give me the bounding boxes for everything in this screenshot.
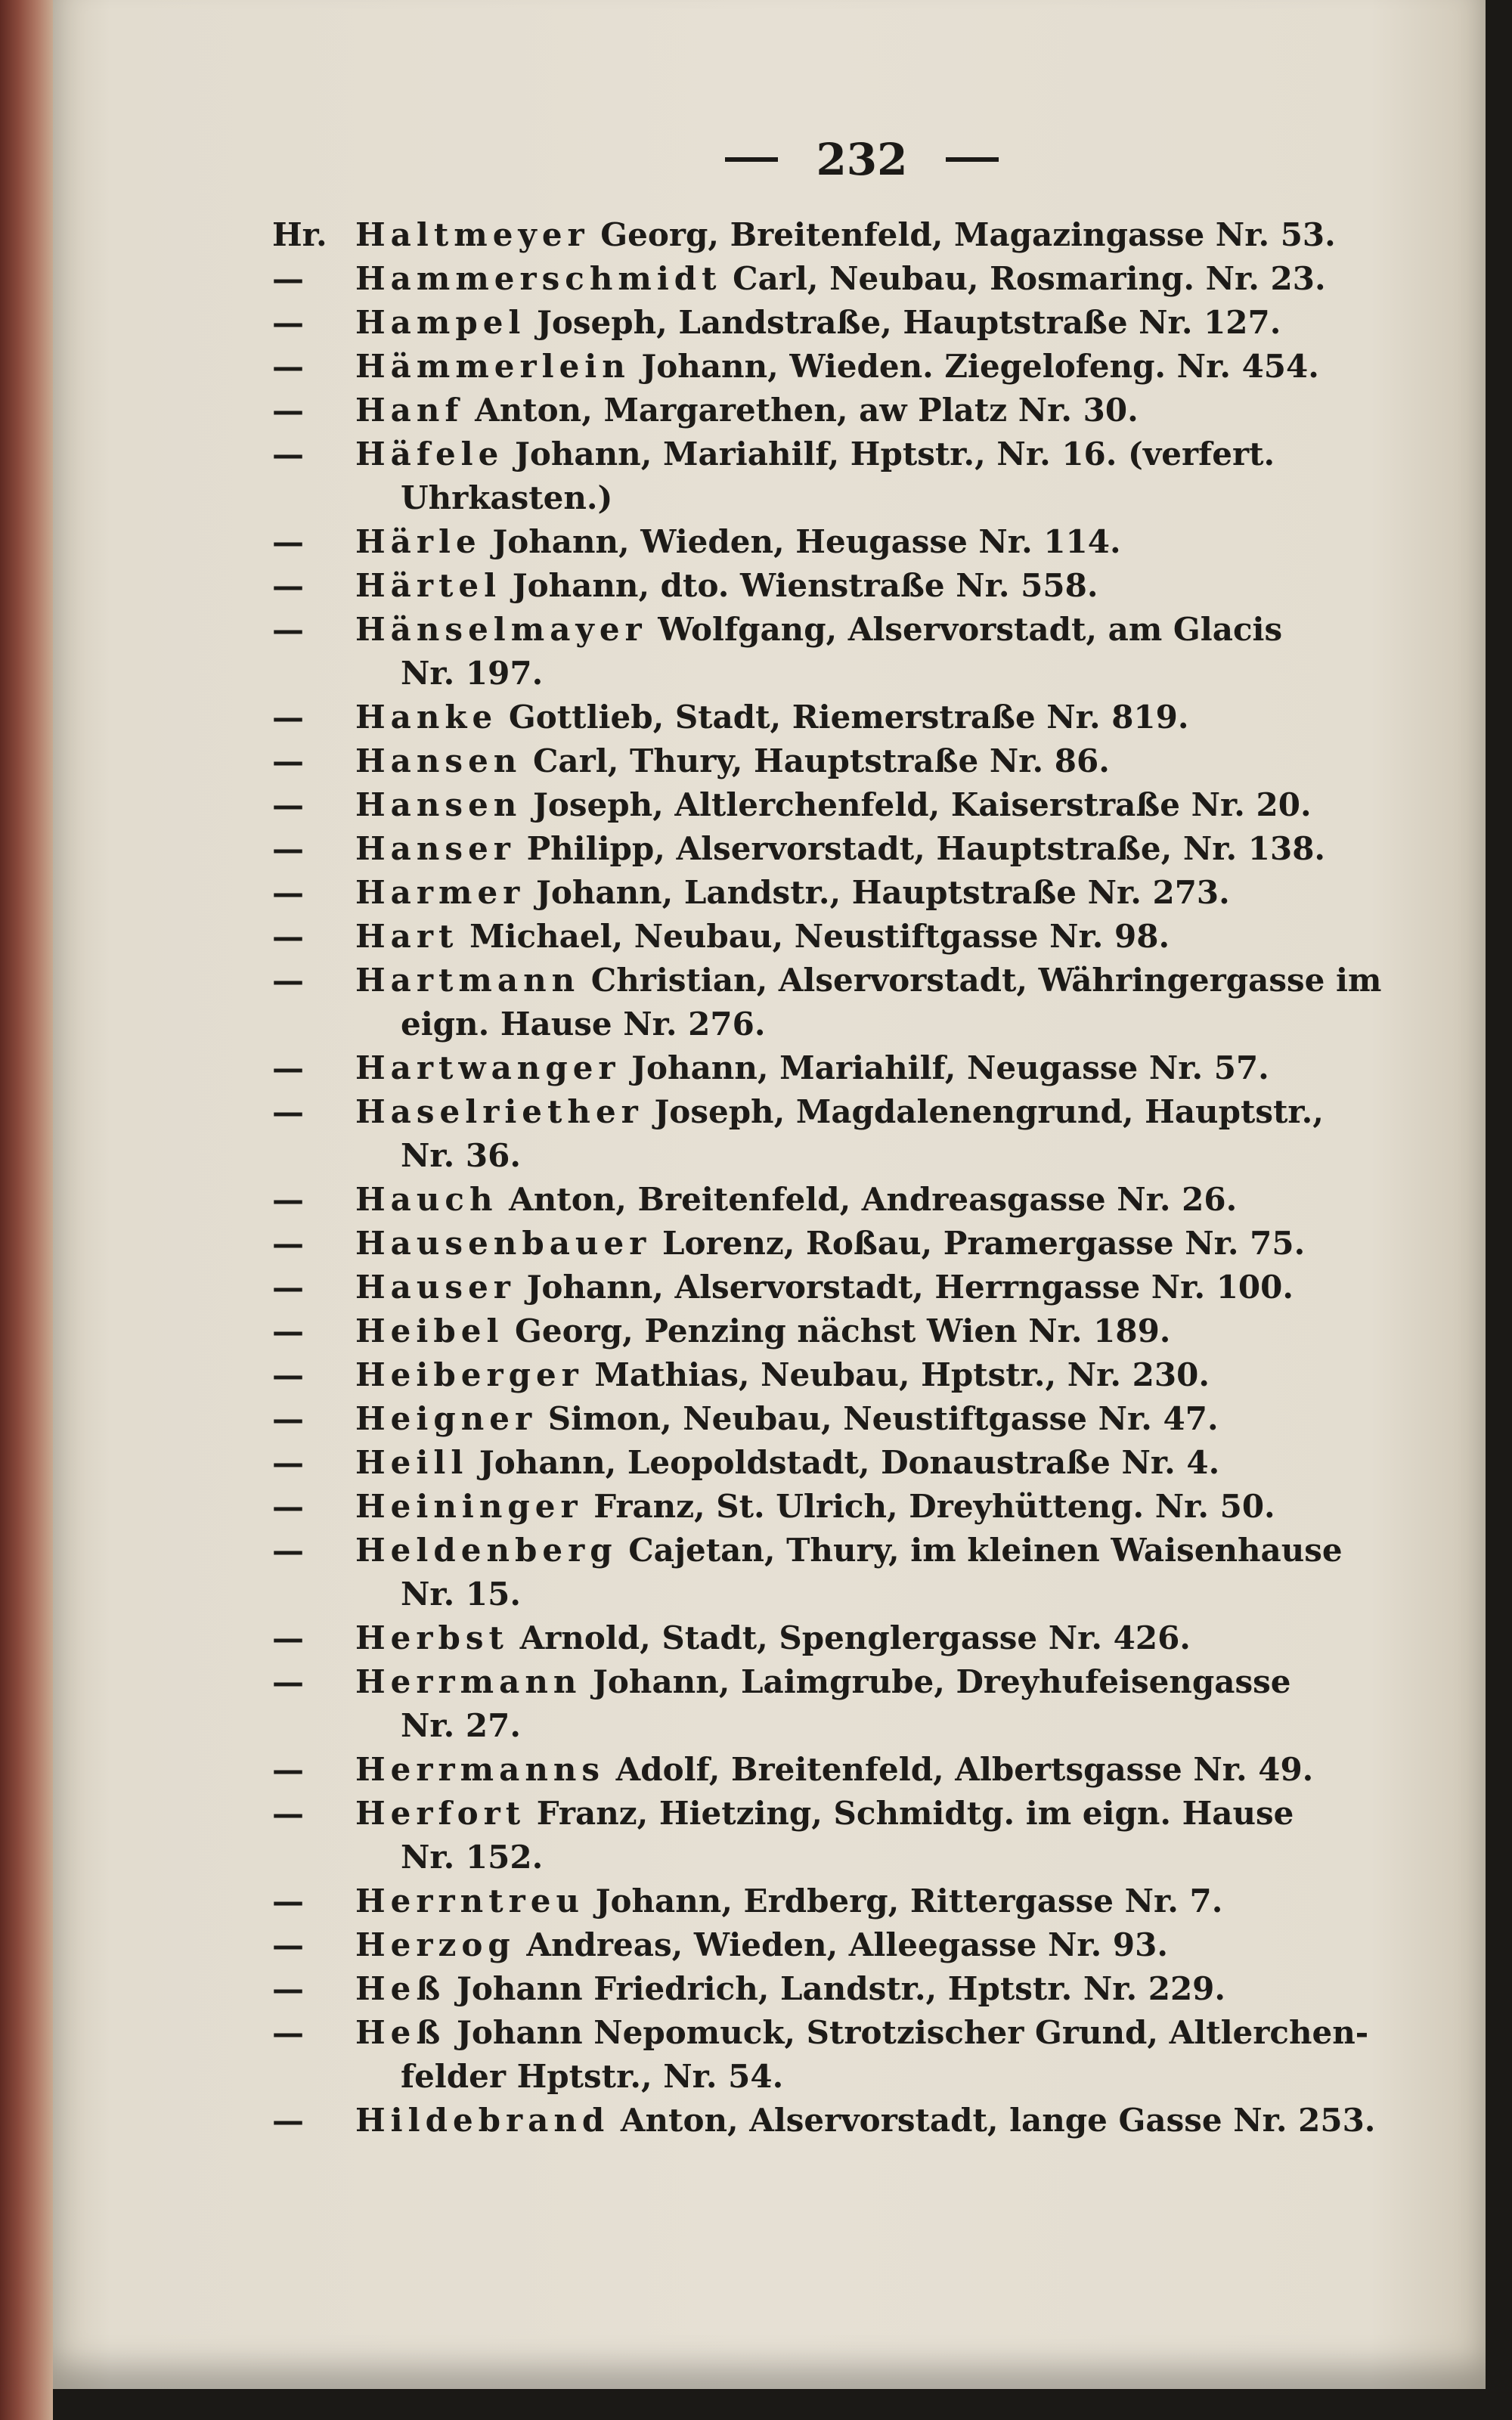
entry-text	[355, 1222, 1452, 1266]
entry-continuation: felder Hptstr., Nr. 54.	[401, 2058, 784, 2095]
entry-prefix: —	[272, 1093, 304, 1130]
entry-text	[355, 1178, 1452, 1222]
entry-continuation: Nr. 197.	[401, 655, 544, 692]
entry-text	[355, 1879, 1452, 1923]
entry-surname: Hartwanger	[355, 1049, 621, 1086]
entry-prefix: —	[272, 830, 304, 867]
entry-surname: Hart	[355, 918, 459, 955]
entry-prefix: —	[272, 1444, 304, 1481]
directory-entry	[272, 1397, 1452, 1441]
entry-surname: Hausenbauer	[355, 1225, 652, 1262]
entry-surname: Hampel	[355, 304, 526, 341]
entry-surname: Heiberger	[355, 1356, 584, 1393]
entry-prefix: —	[272, 435, 304, 473]
entry-text	[355, 1309, 1452, 1353]
directory-entry	[272, 783, 1452, 827]
entry-text	[355, 1923, 1452, 1967]
entry-surname: Heigner	[355, 1400, 538, 1437]
entry-details: Lorenz, Roßau, Pramergasse Nr. 75.	[662, 1225, 1306, 1262]
entry-details: Gottlieb, Stadt, Riemerstraße Nr. 819.	[508, 699, 1189, 736]
directory-entry	[272, 1792, 1452, 1879]
entry-details: Johann Nepomuck, Strotzischer Grund, Altlerchen-	[456, 2014, 1369, 2051]
entry-surname: Hammerschmidt	[355, 260, 722, 297]
directory-entry	[272, 1046, 1452, 1090]
entry-text	[355, 520, 1452, 564]
directory-entry	[272, 1529, 1452, 1616]
entry-surname: Haselriether	[355, 1093, 643, 1130]
entry-details: Johann, Wieden. Ziegelofeng. Nr. 454.	[641, 348, 1319, 385]
entry-prefix: —	[272, 918, 304, 955]
entry-details: Johann, Erdberg, Rittergasse Nr. 7.	[595, 1882, 1223, 1920]
entry-text	[355, 213, 1452, 257]
entry-prefix: —	[272, 699, 304, 736]
entry-text	[355, 1090, 1452, 1178]
directory-entry	[272, 257, 1452, 301]
entry-prefix: —	[272, 962, 304, 999]
directory-entry	[272, 2099, 1452, 2143]
entry-surname: Herrmann	[355, 1663, 582, 1700]
entry-surname: Hanf	[355, 392, 464, 429]
entry-prefix: —	[272, 1312, 304, 1349]
entry-prefix: —	[272, 1970, 304, 2007]
entry-details: Wolfgang, Alservorstadt, am Glacis	[658, 611, 1283, 648]
entry-surname: Heß	[355, 1970, 446, 2007]
entry-continuation: Nr. 15.	[401, 1576, 521, 1613]
entry-surname: Heill	[355, 1444, 469, 1481]
entry-surname: Härle	[355, 523, 482, 560]
entry-prefix: —	[272, 1795, 304, 1832]
entry-continuation: Uhrkasten.)	[401, 479, 613, 516]
entry-surname: Hämmerlein	[355, 348, 631, 385]
directory-entry	[272, 1967, 1452, 2011]
entry-surname: Heß	[355, 2014, 446, 2051]
entry-prefix: —	[272, 874, 304, 911]
entry-continuation: Nr. 152.	[401, 1839, 544, 1876]
entry-text	[355, 432, 1452, 520]
entry-text	[355, 1967, 1452, 2011]
entry-prefix: —	[272, 1619, 304, 1656]
entry-prefix: —	[272, 567, 304, 604]
directory-entry	[272, 301, 1452, 345]
directory-entry	[272, 2011, 1452, 2099]
entry-text	[355, 739, 1452, 783]
directory-entry	[272, 1616, 1452, 1660]
entry-surname: Hänselmayer	[355, 611, 647, 648]
entry-details: Johann Friedrich, Landstr., Hptstr. Nr. 229.	[456, 1970, 1226, 2007]
entry-prefix: —	[272, 1882, 304, 1920]
directory-entry	[272, 1660, 1452, 1748]
entry-details: Joseph, Landstraße, Hauptstraße Nr. 127.	[537, 304, 1281, 341]
entry-details: Johann, Landstr., Hauptstraße Nr. 273.	[535, 874, 1230, 911]
entry-surname: Heininger	[355, 1488, 583, 1525]
entry-text	[355, 1616, 1452, 1660]
entry-surname: Härtel	[355, 567, 502, 604]
entry-text	[355, 1397, 1452, 1441]
entry-surname: Heldenberg	[355, 1532, 618, 1569]
page-number: 232	[816, 134, 908, 185]
entry-details: Mathias, Neubau, Hptstr., Nr. 230.	[594, 1356, 1210, 1393]
entry-prefix: —	[272, 2014, 304, 2051]
directory-entry	[272, 564, 1452, 608]
entry-prefix: —	[272, 1269, 304, 1306]
entry-details: Christian, Alservorstadt, Währingergasse im	[590, 962, 1382, 999]
entry-text	[355, 301, 1452, 345]
entry-details: Franz, St. Ulrich, Dreyhütteng. Nr. 50.	[593, 1488, 1275, 1525]
directory-entry	[272, 1748, 1452, 1792]
entry-text	[355, 1046, 1452, 1090]
entry-text	[355, 1792, 1452, 1879]
entry-text	[355, 1660, 1452, 1748]
book-spine-edge	[0, 0, 53, 2420]
entry-continuation: eign. Hause Nr. 276.	[401, 1005, 766, 1043]
entry-prefix: —	[272, 1049, 304, 1086]
entry-text	[355, 389, 1452, 432]
directory-entry	[272, 696, 1452, 739]
entry-prefix: —	[272, 1181, 304, 1218]
page-header	[703, 133, 1021, 186]
entry-details: Johann, Alservorstadt, Herrngasse Nr. 100.	[526, 1269, 1294, 1306]
entry-prefix: Hr.	[272, 216, 327, 253]
entry-prefix: —	[272, 304, 304, 341]
directory-entry	[272, 432, 1452, 520]
entry-prefix: —	[272, 1225, 304, 1262]
entry-prefix: —	[272, 2102, 304, 2139]
entry-prefix: —	[272, 1488, 304, 1525]
entry-prefix: —	[272, 786, 304, 823]
directory-entry	[272, 1266, 1452, 1309]
entry-details: Joseph, Altlerchenfeld, Kaiserstraße Nr. 20.	[532, 786, 1312, 823]
entry-details: Georg, Penzing nächst Wien Nr. 189.	[515, 1312, 1171, 1349]
directory-entry	[272, 915, 1452, 959]
directory-entry	[272, 1879, 1452, 1923]
book-page	[53, 0, 1486, 2389]
directory-entry	[272, 520, 1452, 564]
entry-surname: Hanser	[355, 830, 516, 867]
entry-continuation: Nr. 27.	[401, 1707, 521, 1744]
directory-entry	[272, 871, 1452, 915]
entry-surname: Hartmann	[355, 962, 581, 999]
entry-surname: Häfele	[355, 435, 504, 473]
entry-details: Johann, Leopoldstadt, Donaustraße Nr. 4.	[479, 1444, 1220, 1481]
directory-entry	[272, 827, 1452, 871]
entry-details: Carl, Thury, Hauptstraße Nr. 86.	[532, 742, 1110, 779]
header-dash-left	[725, 157, 778, 162]
directory-entry	[272, 1485, 1452, 1529]
entry-text	[355, 1266, 1452, 1309]
entry-text	[355, 564, 1452, 608]
entry-prefix: —	[272, 1926, 304, 1963]
entry-details: Georg, Breitenfeld, Magazingasse Nr. 53.	[600, 216, 1336, 253]
entry-prefix: —	[272, 742, 304, 779]
entry-prefix: —	[272, 523, 304, 560]
entry-text	[355, 696, 1452, 739]
directory-entry	[272, 608, 1452, 696]
entry-surname: Heibel	[355, 1312, 504, 1349]
entry-text	[355, 2099, 1452, 2143]
entry-surname: Hanke	[355, 699, 498, 736]
directory-entry	[272, 1923, 1452, 1967]
entry-surname: Hildebrand	[355, 2102, 610, 2139]
entry-details: Michael, Neubau, Neustiftgasse Nr. 98.	[469, 918, 1170, 955]
entry-prefix: —	[272, 1400, 304, 1437]
entry-text	[355, 783, 1452, 827]
entry-text	[355, 915, 1452, 959]
entry-surname: Herrntreu	[355, 1882, 584, 1920]
entry-details: Simon, Neubau, Neustiftgasse Nr. 47.	[547, 1400, 1219, 1437]
entry-surname: Herzog	[355, 1926, 516, 1963]
directory-entry	[272, 1222, 1452, 1266]
entry-details: Anton, Alservorstadt, lange Gasse Nr. 253.	[620, 2102, 1376, 2139]
entry-details: Philipp, Alservorstadt, Hauptstraße, Nr. 138.	[526, 830, 1326, 867]
directory-entry	[272, 959, 1452, 1046]
entry-continuation: Nr. 36.	[401, 1137, 521, 1174]
header-dash-right	[946, 157, 999, 162]
entry-surname: Harmer	[355, 874, 525, 911]
entry-surname: Herfort	[355, 1795, 526, 1832]
entry-prefix: —	[272, 260, 304, 297]
entry-details: Carl, Neubau, Rosmaring. Nr. 23.	[733, 260, 1326, 297]
directory-entry	[272, 389, 1452, 432]
entry-text	[355, 1485, 1452, 1529]
entry-details: Arnold, Stadt, Spenglergasse Nr. 426.	[519, 1619, 1191, 1656]
entry-text	[355, 827, 1452, 871]
entry-text	[355, 1748, 1452, 1792]
entry-surname: Hauser	[355, 1269, 516, 1306]
entry-surname: Hansen	[355, 742, 522, 779]
entry-prefix: —	[272, 1356, 304, 1393]
entry-details: Cajetan, Thury, im kleinen Waisenhause	[628, 1532, 1343, 1569]
directory-entry	[272, 1090, 1452, 1178]
entry-surname: Haltmeyer	[355, 216, 590, 253]
entry-prefix: —	[272, 392, 304, 429]
entry-surname: Herrmanns	[355, 1751, 606, 1788]
entry-text	[355, 345, 1452, 389]
entry-details: Johann, Laimgrube, Dreyhufeisengasse	[593, 1663, 1291, 1700]
directory-entry	[272, 1309, 1452, 1353]
directory-entry	[272, 739, 1452, 783]
entry-text	[355, 871, 1452, 915]
entry-prefix: —	[272, 348, 304, 385]
directory-entry	[272, 345, 1452, 389]
entry-details: Anton, Margarethen, aw Platz Nr. 30.	[475, 392, 1139, 429]
entry-details: Johann, dto. Wienstraße Nr. 558.	[512, 567, 1098, 604]
directory-entry	[272, 1178, 1452, 1222]
entry-surname: Hauch	[355, 1181, 498, 1218]
entry-details: Joseph, Magdalenengrund, Hauptstr.,	[654, 1093, 1324, 1130]
entry-text	[355, 959, 1452, 1046]
entry-details: Johann, Wieden, Heugasse Nr. 114.	[492, 523, 1121, 560]
entry-details: Johann, Mariahilf, Neugasse Nr. 57.	[631, 1049, 1269, 1086]
entry-text	[355, 608, 1452, 696]
entry-text	[355, 2011, 1452, 2099]
directory-entry	[272, 213, 1452, 257]
entry-surname: Hansen	[355, 786, 522, 823]
entry-details: Anton, Breitenfeld, Andreasgasse Nr. 26.	[509, 1181, 1238, 1218]
entry-prefix: —	[272, 1751, 304, 1788]
entry-details: Andreas, Wieden, Alleegasse Nr. 93.	[526, 1926, 1168, 1963]
entry-prefix: —	[272, 1532, 304, 1569]
directory-entry	[272, 1353, 1452, 1397]
directory-entries	[272, 213, 1452, 2143]
entry-prefix: —	[272, 611, 304, 648]
entry-prefix: —	[272, 1663, 304, 1700]
entry-details: Franz, Hietzing, Schmidtg. im eign. Hause	[536, 1795, 1294, 1832]
entry-text	[355, 1353, 1452, 1397]
entry-text	[355, 1441, 1452, 1485]
entry-details: Adolf, Breitenfeld, Albertsgasse Nr. 49.	[615, 1751, 1314, 1788]
entry-text	[355, 1529, 1452, 1616]
directory-entry	[272, 1441, 1452, 1485]
entry-details: Johann, Mariahilf, Hptstr., Nr. 16. (verfert.	[515, 435, 1275, 473]
entry-text	[355, 257, 1452, 301]
entry-surname: Herbst	[355, 1619, 509, 1656]
